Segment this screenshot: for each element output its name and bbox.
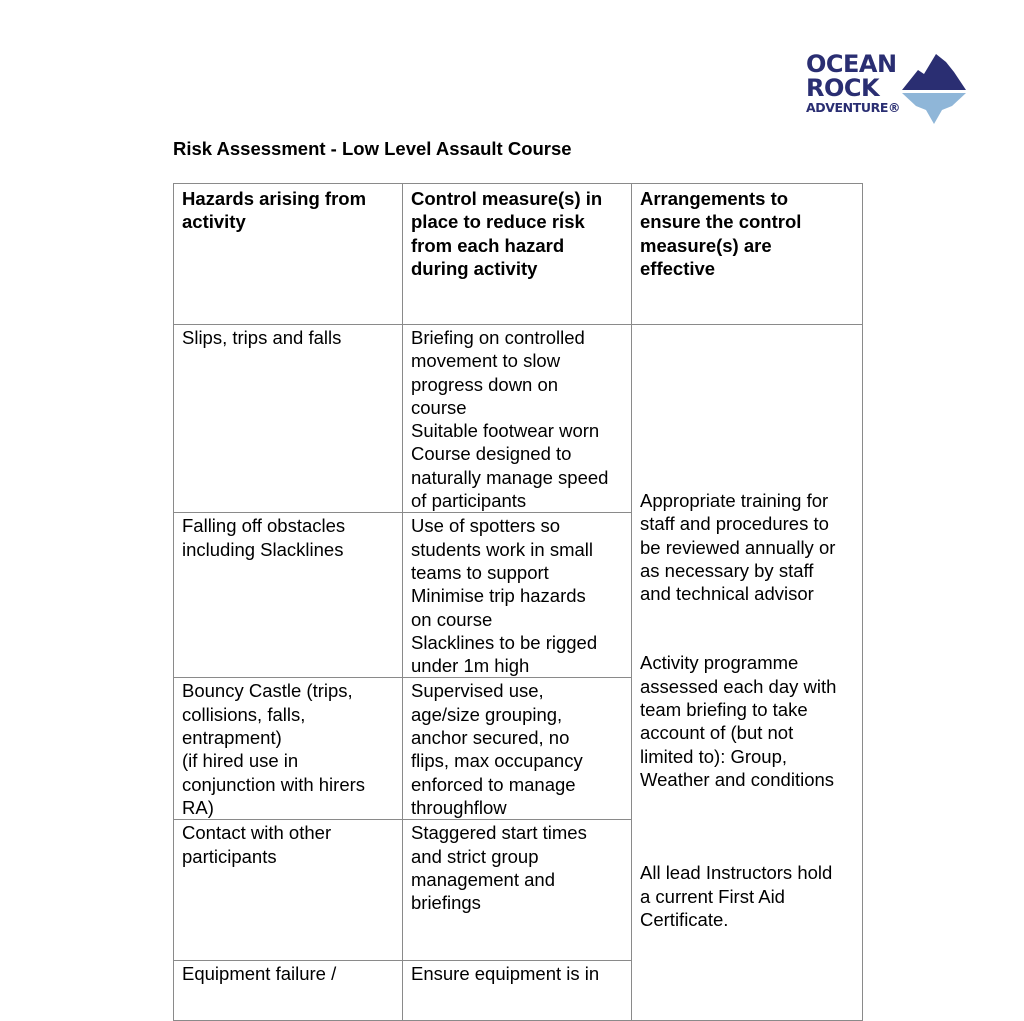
header-control-measures: Control measure(s) in place to reduce risk from each hazard during activity [403,184,632,325]
mountain-icon [902,52,966,126]
control-cell: Briefing on controlled movement to slow progress down on course Suitable footwear worn Course designed to naturally manage speed of participants [403,325,632,513]
logo-wordmark [806,52,900,115]
header-hazards: Hazards arising from activity [174,184,403,325]
hazard-cell: Contact with other participants [174,820,403,961]
ocean-rock-adventure-logo [806,52,966,128]
arrangements-cell [632,325,863,1021]
logo-text-ocean: OCEAN [806,50,897,78]
page-title: Risk Assessment - Low Level Assault Course [173,138,572,159]
hazard-cell: Falling off obstacles including Slacklines [174,513,403,678]
control-cell: Use of spotters so students work in small teams to support Minimise trip hazards on course Slacklines to be rigged under 1m high [403,513,632,678]
logo-text-rock: ROCK [806,74,880,102]
risk-assessment-table [173,183,863,1021]
table-header-row [174,184,863,325]
table-row [174,325,863,513]
control-cell: Supervised use, age/size grouping, anchor secured, no flips, max occupancy enforced to manage throughflow [403,678,632,820]
control-cell: Ensure equipment is in [403,961,632,1021]
hazard-cell: Equipment failure / [174,961,403,1021]
control-cell: Staggered start times and strict group management and briefings [403,820,632,961]
hazard-cell: Slips, trips and falls [174,325,403,513]
hazard-cell: Bouncy Castle (trips, collisions, falls, entrapment) (if hired use in conjunction with hirers RA) [174,678,403,820]
arrangements-first-aid: All lead Instructors hold a current First Aid Certificate. [640,862,833,930]
logo-text-adventure: ADVENTURE® [806,100,901,115]
header-arrangements: Arrangements to ensure the control measure(s) are effective [632,184,863,325]
arrangements-training: Appropriate training for staff and procedures to be reviewed annually or as necessary by staff and technical advisor [640,490,836,605]
arrangements-programme: Activity programme assessed each day with team briefing to take account of (but not limited to): Group, Weather and conditions [640,652,837,790]
